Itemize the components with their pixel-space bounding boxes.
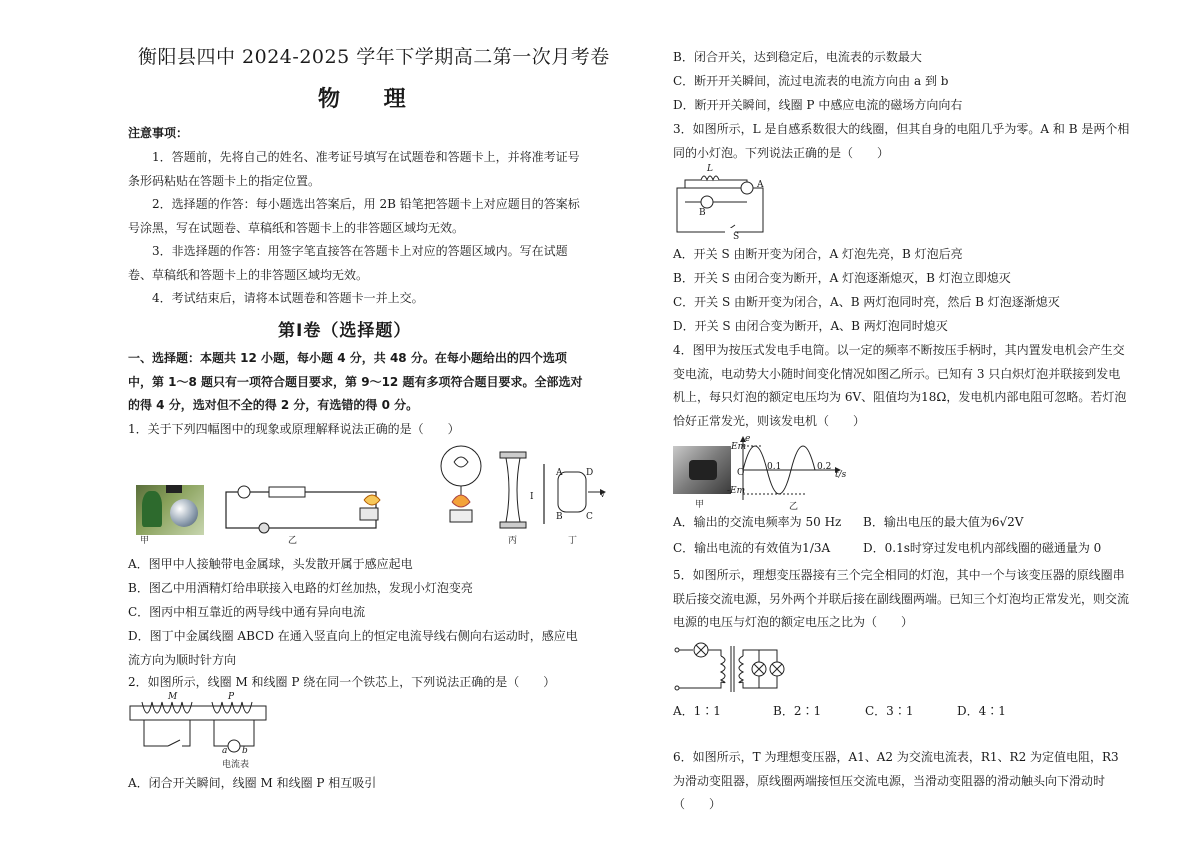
notice-item-1: 1．答题前，先将自己的姓名、准考证号填写在试题卷和答题卡上，并将准考证号条形码粘贴在答题卡上的指定位置。	[128, 150, 580, 188]
q2-option-b: B．闭合开关，达到稳定后，电流表的示数最大	[673, 50, 922, 64]
q3-label-s: S	[733, 232, 740, 242]
q4-label-neg-em: -Em	[727, 486, 746, 496]
q5-transformer-diagram	[673, 636, 793, 696]
q4-option-c: C．输出电流的有效值为1/3A	[673, 541, 831, 555]
q1-letter-a: A	[556, 468, 563, 478]
q3-stem: 3．如图所示，L 是自感系数很大的线圈，但其自身的电阻几乎为零。A 和 B 是两个相同的小灯泡。下列说法正确的是（ ）	[673, 122, 1130, 160]
q1-letter-c: C	[586, 512, 593, 522]
q3-label-l: L	[707, 164, 713, 174]
q1-flame-diagram	[428, 442, 494, 532]
q2-label-p: P	[228, 692, 235, 702]
q6-stem: 6．如图所示，T 为理想变压器，A1、A2 为交流电流表，R1、R2 为定值电阻，R3 为滑动变阻器，原线圈两端接恒压交流电源，当滑动变阻器的滑动触头向下滑动时（ ）	[673, 750, 1119, 811]
q5-option-c: C．3∶1	[865, 704, 914, 718]
q4-emf-graph	[733, 436, 853, 502]
q3-option-a: A．开关 S 由断开变为闭合，A 灯泡先亮，B 灯泡后亮	[673, 247, 963, 261]
q1-label-ding: 丁	[568, 536, 578, 546]
q1-label-bing: 丙	[508, 536, 518, 546]
q2-label-m: M	[168, 692, 178, 702]
q3-circuit-diagram	[673, 166, 773, 240]
q1-letter-i: I	[530, 492, 534, 502]
q1-photo-jia	[136, 485, 204, 535]
q2-label-ammeter: 电流表	[222, 760, 250, 770]
q2-stem: 2．如图所示，线圈 M 和线圈 P 绕在同一个铁芯上，下列说法正确的是（ ）	[128, 675, 556, 689]
q4-axis-t: t/s	[835, 470, 847, 480]
q5-option-b: B．2∶1	[773, 704, 822, 718]
q2-option-c: C．断开开关瞬间，流过电流表的电流方向由 a 到 b	[673, 74, 949, 88]
q2-option-a: A．闭合开关瞬间，线圈 M 和线圈 P 相互吸引	[128, 776, 377, 790]
q1-circuit-yi	[214, 470, 404, 536]
q3-label-b: B	[699, 208, 706, 218]
q2-label-b: b	[242, 746, 248, 756]
q4-axis-e: e	[745, 434, 751, 444]
q2-coil-diagram	[128, 694, 278, 760]
q4-label-em: Em	[731, 442, 747, 452]
q1-option-d: D．图丁中金属线圈 ABCD 在通入竖直向上的恒定电流导线右侧向右运动时，感应电流方向为顺时针方向	[128, 629, 578, 667]
q1-label-jia: 甲	[140, 536, 150, 546]
q4-label-jia: 甲	[695, 500, 705, 510]
q4-option-b: B．输出电压的最大值为6√2V	[863, 515, 1024, 529]
q4-photo-flashlight	[673, 446, 731, 494]
q5-stem: 5．如图所示，理想变压器接有三个完全相同的灯泡，其中一个与该变压器的原线圈串联后接交流电源，另外两个并联后接在副线圈两端。已知三个灯泡均正常发光，则交流电源的电压与灯泡的额定电压之比为（ ）	[673, 568, 1130, 629]
q1-label-yi: 乙	[288, 536, 298, 546]
q1-letter-d: D	[586, 468, 594, 478]
section-title: 第Ⅰ卷（选择题）	[278, 321, 412, 341]
notice-item-2: 2．选择题的作答：每小题选出答案后，用 2B 铅笔把答题卡上对应题目的答案标号涂黑，写在试题卷、草稿纸和答题卡上的非答题区域均无效。	[128, 197, 580, 235]
q5-option-a: A．1∶1	[673, 704, 721, 718]
q1-option-c: C．图丙中相互靠近的两导线中通有异向电流	[128, 605, 366, 619]
q1-letter-v: v	[600, 490, 606, 500]
exam-title: 衡阳县四中 2024-2025 学年下学期高二第一次月考卷	[138, 46, 610, 68]
q2-option-d: D．断开开关瞬间，线圈 P 中感应电流的磁场方向向右	[673, 98, 963, 112]
q4-option-a: A．输出的交流电频率为 50 Hz	[673, 515, 842, 529]
q1-letter-b: B	[556, 512, 563, 522]
q5-option-d: D．4∶1	[957, 704, 1006, 718]
q3-option-d: D．开关 S 由闭合变为断开，A、B 两灯泡同时熄灭	[673, 319, 948, 333]
q2-label-a: a	[222, 746, 228, 756]
q3-option-c: C．开关 S 由断开变为闭合，A、B 两灯泡同时亮，然后 B 灯泡逐渐熄灭	[673, 295, 1060, 309]
subject-title: 物 理	[318, 87, 424, 112]
q1-option-b: B．图乙中用酒精灯给串联接入电路的灯丝加热，发现小灯泡变亮	[128, 581, 473, 595]
q4-origin: O	[737, 468, 745, 478]
q4-tick-02: 0.2	[817, 462, 832, 472]
q4-label-yi: 乙	[789, 502, 799, 512]
notice-heading: 注意事项：	[128, 126, 189, 140]
q3-label-a: A	[757, 180, 764, 190]
q1-loop-ding	[538, 462, 608, 526]
notice-item-4: 4．考试结束后，请将本试题卷和答题卡一并上交。	[152, 291, 424, 305]
q4-stem: 4．图甲为按压式发电手电筒。以一定的频率不断按压手柄时，其内置发电机会产生交变电流，电动势大小随时间变化情况如图乙所示。已知有 3 只白炽灯泡并联接到发电机上，每只灯泡的额定电压均为 6V、阻值均为18Ω，发电机内部电阻可忽略。若灯泡恰好正常发光，则该发电机（ ）	[673, 343, 1127, 428]
notice-item-3: 3．非选择题的作答：用签字笔直接答在答题卡上对应的答题区域内。写在试题卷、草稿纸和答题卡上的非答题区域均无效。	[128, 244, 568, 282]
q1-wires-bing	[494, 448, 534, 538]
section-intro: 一、选择题：本题共 12 小题，每小题 4 分，共 48 分。在每小题给出的四个选项中，第 1～8 题只有一项符合题目要求，第 9～12 题有多项符合题目要求。全部选对的得 4 分，选对但不全的得 2 分，有选错的得 0 分。	[128, 351, 583, 412]
q4-tick-01: 0.1	[767, 462, 782, 472]
q1-stem: 1．关于下列四幅图中的现象或原理解释说法正确的是（ ）	[128, 422, 460, 436]
q4-option-d: D．0.1s时穿过发电机内部线圈的磁通量为 0	[863, 541, 1102, 555]
q3-option-b: B．开关 S 由闭合变为断开，A 灯泡逐渐熄灭，B 灯泡立即熄灭	[673, 271, 1011, 285]
q1-option-a: A．图甲中人接触带电金属球，头发散开属于感应起电	[128, 557, 413, 571]
